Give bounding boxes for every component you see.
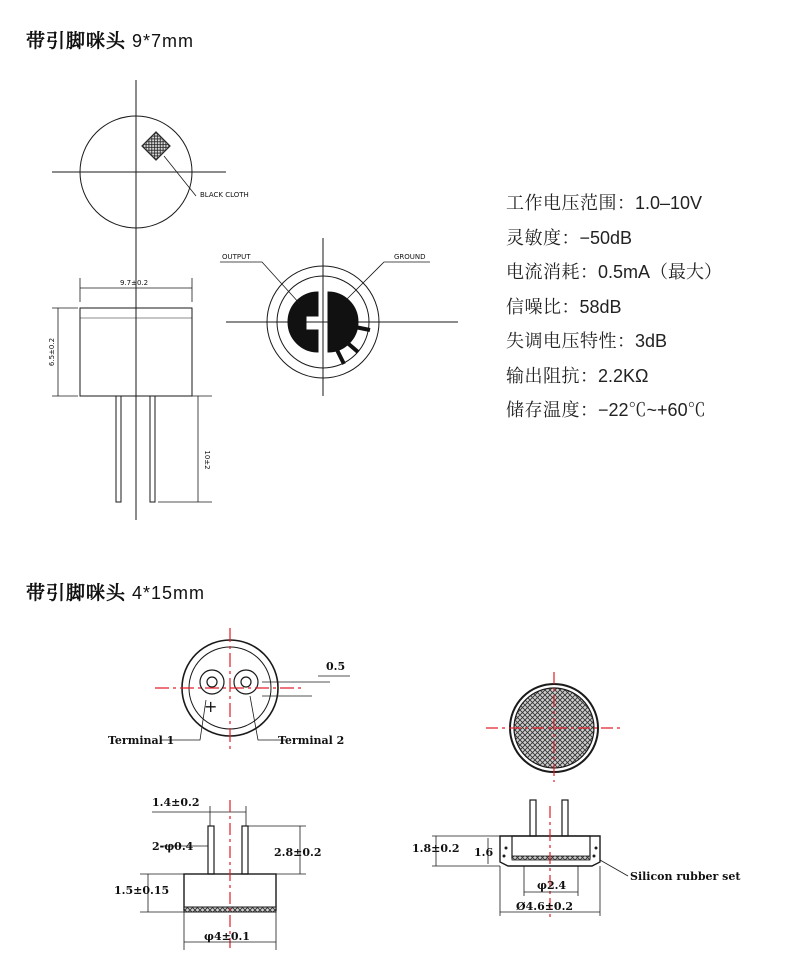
- spec-item: 输出阻抗：2.2KΩ: [506, 365, 649, 386]
- pin-offset-label: 0.5: [326, 660, 346, 673]
- section1-size: 9*7mm: [132, 31, 195, 51]
- inner-height-label: 1.6: [474, 846, 494, 859]
- terminal1-label: Terminal 1: [108, 734, 175, 747]
- height-dimension: 6.5±0.2: [48, 337, 56, 367]
- ground-label: GROUND: [394, 253, 426, 261]
- spec-value: 3dB: [635, 331, 668, 351]
- spec-value: 2.2KΩ: [598, 365, 649, 386]
- spec-key: 信噪比: [506, 296, 562, 317]
- spec-item: 工作电压范围：1.0–10V: [506, 193, 703, 213]
- spec-key: 工作电压范围: [506, 193, 617, 213]
- silicon-rubber-label: Silicon rubber set: [630, 870, 741, 883]
- inner-diameter-label: φ2.4: [537, 879, 567, 892]
- spec-key: 失调电压特性: [506, 331, 617, 351]
- mic1-side-view: [52, 262, 212, 520]
- outer-diameter-label: Ø4.6±0.2: [516, 900, 574, 913]
- mic1-top-view: [52, 80, 226, 262]
- mic1-bottom-view: [220, 238, 458, 396]
- total-height-label: 1.8±0.2: [412, 842, 460, 855]
- black-cloth-mesh: [142, 132, 170, 160]
- spec-item: 失调电压特性：3dB: [506, 331, 668, 351]
- pin-length-label: 2.8±0.2: [274, 846, 322, 859]
- spec-value: −50dB: [579, 227, 633, 248]
- pin-length-dimension: 10±2: [203, 450, 211, 470]
- width-dimension: 9.7±0.2: [120, 279, 149, 287]
- spec-item: 电流消耗：0.5mA（最大）: [506, 262, 723, 282]
- pin-diameter-label: 2-φ0.4: [152, 840, 194, 853]
- spec-item: 灵敏度：−50dB: [506, 227, 633, 248]
- spec-value: 58dB: [579, 296, 622, 317]
- plus-marker: +: [204, 697, 218, 716]
- spec-key: 输出阻抗: [506, 365, 580, 386]
- pin-spacing-label: 1.4±0.2: [152, 796, 200, 809]
- black-cloth-label: BLACK CLOTH: [200, 191, 249, 199]
- spec-key: 储存温度: [506, 400, 580, 420]
- spec-value: −22℃~+60℃: [598, 400, 706, 420]
- mic3-top-view: [486, 672, 622, 782]
- section1-title-text: 带引脚咪头: [26, 31, 127, 52]
- spec-value: 0.5mA（最大）: [598, 262, 723, 282]
- spec-item: 信噪比：58dB: [506, 296, 622, 317]
- section2-size: 4*15mm: [132, 583, 206, 603]
- body-diameter-label: φ4±0.1: [204, 930, 250, 943]
- output-label: OUTPUT: [222, 253, 251, 261]
- spec-key: 电流消耗: [506, 262, 580, 282]
- spec-value: 1.0–10V: [635, 193, 703, 213]
- mic2-side-view: [140, 800, 306, 950]
- body-height-label: 1.5±0.15: [114, 884, 170, 897]
- spec-key: 灵敏度: [506, 227, 562, 248]
- terminal2-label: Terminal 2: [278, 734, 345, 747]
- section2-title-text: 带引脚咪头: [26, 583, 127, 604]
- spec-item: 储存温度：−22℃~+60℃: [506, 400, 706, 420]
